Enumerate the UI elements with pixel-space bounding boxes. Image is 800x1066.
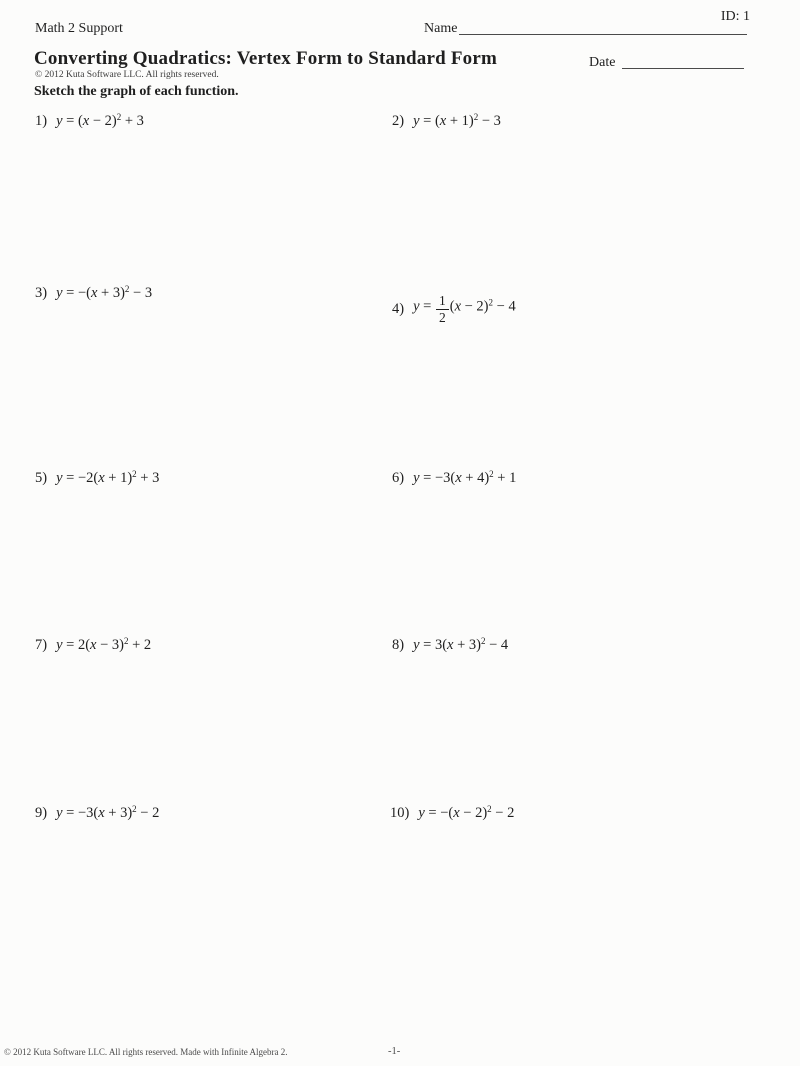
name-blank-line — [459, 34, 747, 35]
problem-6 — [392, 470, 516, 487]
problem-equation: $y = 2(x - 3)^2 + 2$ — [56, 636, 152, 653]
problem-equation: $y = -(x - 2)^2 - 2$ — [418, 804, 515, 821]
problem-equation: $y = 3(x + 3)^2 - 4$ — [413, 636, 509, 653]
problem-number: 6) — [392, 470, 405, 486]
problem-3 — [35, 285, 152, 302]
problem-2 — [392, 113, 501, 130]
problem-4 — [392, 293, 516, 325]
problem-equation: $y = -3(x + 4)^2 + 1$ — [413, 469, 517, 486]
problem-number: 8) — [392, 637, 405, 653]
course-name: Math 2 Support — [35, 21, 123, 36]
date-label: Date — [589, 55, 616, 70]
problem-equation: $y = -(x + 3)^2 - 3$ — [56, 284, 153, 301]
date-blank-line — [622, 68, 744, 69]
problem-number: 1) — [35, 113, 48, 129]
worksheet-title: Converting Quadratics: Vertex Form to Standard Form — [34, 48, 497, 69]
problem-equation: $y = -2(x + 1)^2 + 3$ — [56, 469, 160, 486]
problem-9 — [35, 805, 159, 822]
problem-7 — [35, 637, 151, 654]
problem-number: 2) — [392, 113, 405, 129]
problem-5 — [35, 470, 159, 487]
problem-equation: $y = (x + 1)^2 - 3$ — [413, 112, 501, 129]
problem-number: 7) — [35, 637, 48, 653]
problem-number: 4) — [392, 300, 405, 317]
instruction-text: Sketch the graph of each function. — [34, 84, 239, 99]
problem-8 — [392, 637, 508, 654]
problem-equation: y = $\frac{1}{2}$ $(x - 2)^2 - 4$ — [413, 293, 516, 325]
worksheet-id: ID: 1 — [720, 9, 750, 24]
problem-number: 9) — [35, 805, 48, 821]
problem-number: 5) — [35, 470, 48, 486]
problem-equation: $y = -3(x + 3)^2 - 2$ — [56, 804, 160, 821]
problem-1 — [35, 113, 144, 130]
header-copyright: © 2012 Kuta Software LLC. All rights reserved. — [35, 70, 219, 80]
footer-copyright: © 2012 Kuta Software LLC. All rights reserved. Made with Infinite Algebra 2. — [4, 1047, 288, 1057]
problem-number: 10) — [390, 805, 410, 821]
problem-10 — [390, 805, 514, 822]
name-label: Name — [424, 21, 458, 36]
problem-number: 3) — [35, 285, 48, 301]
problem-equation: $y = (x - 2)^2 + 3$ — [56, 112, 144, 129]
page-number: -1- — [388, 1046, 401, 1057]
